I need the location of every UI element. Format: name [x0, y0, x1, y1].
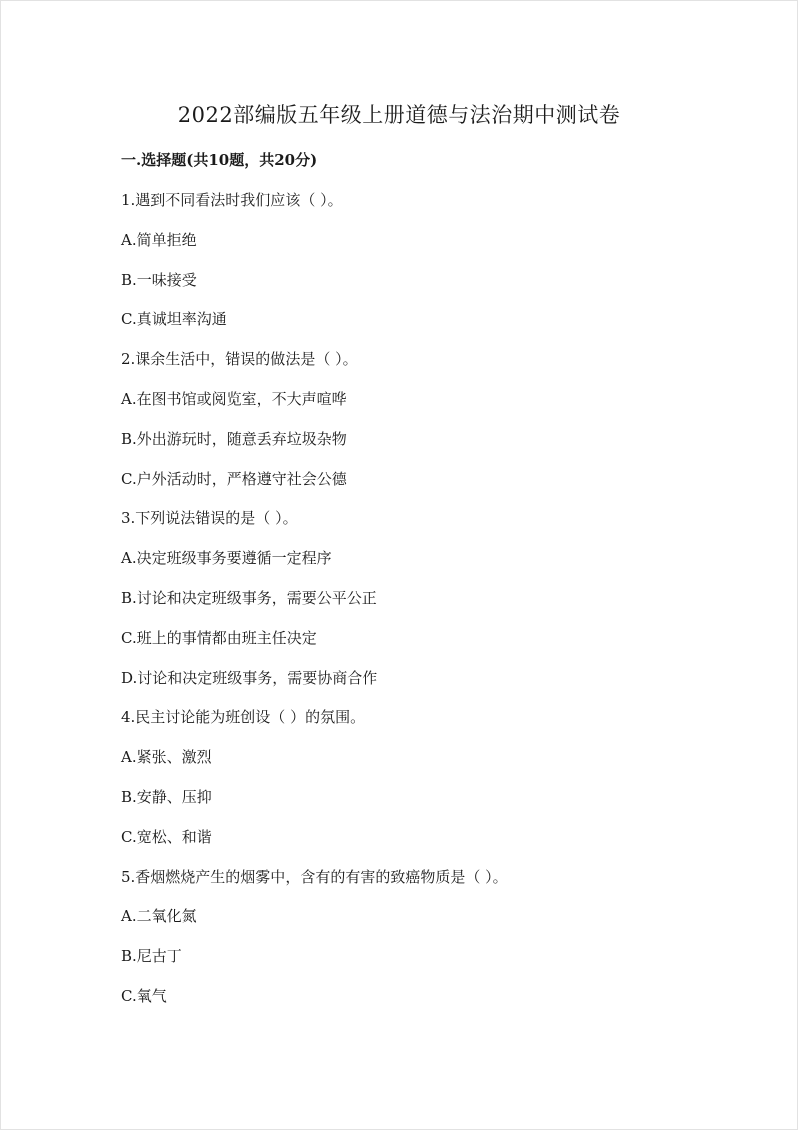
question-2-option-b: B.外出游玩时，随意丢弃垃圾杂物 — [121, 429, 347, 448]
question-1-stem: 1.遇到不同看法时我们应该（ ）。 — [121, 191, 343, 209]
question-1-option-b: B.一味接受 — [121, 270, 197, 289]
question-3-option-b: B.讨论和决定班级事务，需要公平公正 — [121, 588, 377, 607]
question-2-option-a: A.在图书馆或阅览室，不大声喧哗 — [121, 389, 347, 408]
question-2-option-c: C.户外活动时，严格遵守社会公德 — [121, 469, 347, 488]
question-3-option-d: D.讨论和决定班级事务，需要协商合作 — [121, 668, 378, 687]
question-1-option-a: A.简单拒绝 — [121, 230, 197, 249]
question-3-option-c: C.班上的事情都由班主任决定 — [121, 628, 317, 647]
question-1-option-c: C.真诚坦率沟通 — [121, 310, 227, 329]
question-3-option-a: A.决定班级事务要遵循一定程序 — [121, 549, 332, 568]
question-list — [121, 187, 741, 1023]
question-5-option-a: A.二氧化氮 — [121, 907, 197, 926]
question-4-option-c: C.宽松、和谐 — [121, 827, 212, 846]
question-2-stem: 2.课余生活中，错误的做法是（ ）。 — [121, 350, 358, 369]
question-5-stem: 5.香烟燃烧产生的烟雾中，含有的有害的致癌物质是（ ）。 — [121, 867, 508, 886]
question-4-stem: 4.民主讨论能为班创设（ ）的氛围。 — [121, 708, 366, 727]
question-4-option-a: A.紧张、激烈 — [121, 748, 212, 767]
question-5-option-b: B.尼古丁 — [121, 947, 182, 966]
document-title: 2022部编版五年级上册道德与法治期中测试卷 — [177, 103, 621, 127]
section-heading: 一.选择题(共10题，共20分) — [121, 151, 318, 169]
question-4-option-b: B.安静、压抑 — [121, 787, 212, 806]
question-3-stem: 3.下列说法错误的是（ ）。 — [121, 509, 298, 528]
question-5-option-c: C.氧气 — [121, 986, 167, 1005]
